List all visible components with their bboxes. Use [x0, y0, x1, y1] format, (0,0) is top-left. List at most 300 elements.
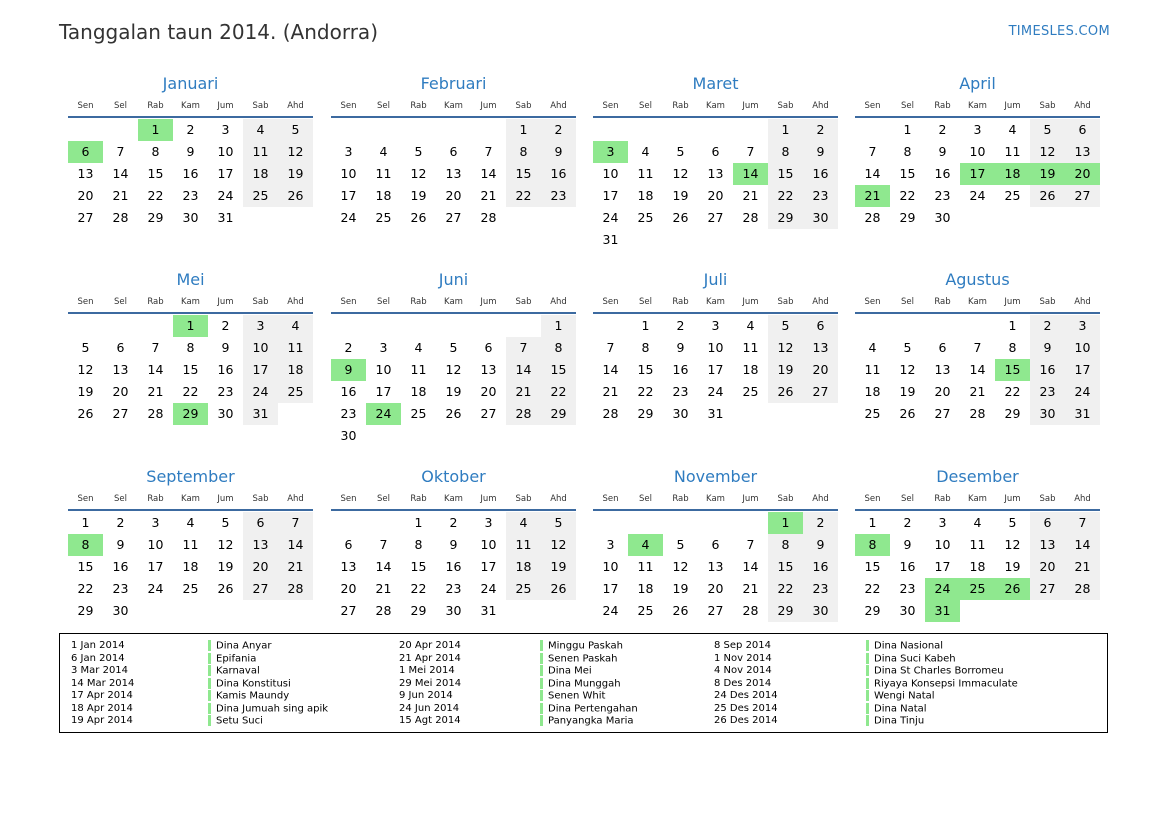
- day-cell: 12: [541, 534, 576, 556]
- day-cell: 20: [340, 581, 357, 596]
- day-cell: 12: [77, 362, 94, 377]
- day-cell: 31: [707, 406, 724, 421]
- day-cell: 30: [803, 600, 838, 622]
- legend-date: 4 Nov 2014: [714, 665, 772, 676]
- month-desember: [855, 465, 1100, 622]
- day-cell: 16: [445, 559, 462, 574]
- day-cell: 25: [182, 581, 199, 596]
- day-cell: 12: [768, 337, 803, 359]
- day-cell: 24: [340, 210, 357, 225]
- legend-holiday-name: Senen Whit: [548, 690, 606, 702]
- empty-cell: [733, 119, 768, 141]
- day-cell: 22: [541, 381, 576, 403]
- day-cell: 27: [1065, 185, 1100, 207]
- day-cell: 12: [445, 362, 462, 377]
- day-cell: 6: [449, 144, 458, 159]
- day-cell: 1: [81, 515, 90, 530]
- day-cell: 23: [803, 185, 838, 207]
- weekday-header: [855, 96, 1100, 116]
- day-cell: 17: [243, 359, 278, 381]
- day-cell: 4: [186, 515, 195, 530]
- day-cell: 5: [676, 537, 685, 552]
- empty-cell: [506, 315, 541, 337]
- weekday-label: Kam: [706, 101, 725, 111]
- legend-holiday-name: Dina Konstitusi: [216, 678, 291, 689]
- day-cell: 19: [768, 359, 803, 381]
- day-cell: 24: [1065, 381, 1100, 403]
- day-cell: 15: [541, 359, 576, 381]
- day-cell: 9: [221, 340, 230, 355]
- empty-cell: [698, 119, 733, 141]
- empty-cell: [663, 512, 698, 534]
- day-cell: 5: [676, 144, 685, 159]
- weekday-label: Sel: [114, 494, 127, 504]
- holiday-marker-icon: [540, 703, 543, 714]
- day-cell: 5: [221, 515, 230, 530]
- weekday-header: [593, 489, 838, 509]
- day-cell: 23: [112, 581, 129, 596]
- legend-holiday-name: Dina Suci Kabeh: [874, 653, 956, 664]
- day-cell: 5: [768, 315, 803, 337]
- day-cell: 12: [217, 537, 234, 552]
- day-cell: 12: [278, 141, 313, 163]
- day-cell: 13: [112, 362, 129, 377]
- day-cell: 7: [506, 337, 541, 359]
- day-cell: 23: [934, 188, 951, 203]
- weekday-label: Sab: [252, 297, 269, 307]
- weekday-label: Ahd: [550, 297, 567, 307]
- holiday-marker-icon: [866, 665, 869, 676]
- day-cell: 29: [147, 210, 164, 225]
- day-cell: 6: [344, 537, 353, 552]
- legend-holiday: [866, 653, 1018, 666]
- weekday-label: Kam: [181, 297, 200, 307]
- day-cell: 2: [116, 515, 125, 530]
- day-cell: 7: [868, 144, 877, 159]
- holiday-day-cell: 21: [855, 185, 890, 207]
- day-cell: 7: [278, 512, 313, 534]
- weekday-label: Sel: [377, 494, 390, 504]
- header-rule: [331, 509, 576, 511]
- holiday-day-cell: 18: [995, 163, 1030, 185]
- day-cell: 1: [506, 119, 541, 141]
- legend-date: 24 Des 2014: [714, 690, 778, 701]
- weekday-label: Ahd: [287, 101, 304, 111]
- day-cell: 6: [938, 340, 947, 355]
- day-cell: 4: [243, 119, 278, 141]
- day-cell: 29: [864, 603, 881, 618]
- days-grid: [855, 119, 1100, 229]
- day-cell: 21: [742, 581, 759, 596]
- empty-cell: [593, 315, 628, 337]
- day-cell: 16: [217, 362, 234, 377]
- day-cell: 28: [602, 406, 619, 421]
- day-cell: 17: [1065, 359, 1100, 381]
- day-cell: 28: [864, 210, 881, 225]
- day-cell: 28: [742, 210, 759, 225]
- day-cell: 2: [541, 119, 576, 141]
- day-cell: 30: [934, 210, 951, 225]
- day-cell: 13: [707, 166, 724, 181]
- day-cell: 6: [116, 340, 125, 355]
- day-cell: 20: [445, 188, 462, 203]
- day-cell: 1: [641, 318, 650, 333]
- day-cell: 7: [151, 340, 160, 355]
- weekday-label: Kam: [706, 297, 725, 307]
- day-cell: 24: [602, 603, 619, 618]
- days-grid: [68, 119, 313, 229]
- weekday-header: [331, 489, 576, 509]
- day-cell: 6: [243, 512, 278, 534]
- weekday-label: Jum: [1004, 101, 1021, 111]
- day-cell: 2: [903, 515, 912, 530]
- empty-cell: [593, 119, 628, 141]
- day-cell: 3: [711, 318, 720, 333]
- day-cell: 9: [903, 537, 912, 552]
- header-rule: [593, 312, 838, 314]
- empty-cell: [331, 512, 366, 534]
- day-cell: 17: [147, 559, 164, 574]
- day-cell: 28: [278, 578, 313, 600]
- weekday-label: Jum: [217, 494, 234, 504]
- day-cell: 17: [480, 559, 497, 574]
- day-cell: 22: [182, 384, 199, 399]
- day-cell: 31: [602, 232, 619, 247]
- day-cell: 30: [672, 406, 689, 421]
- day-cell: 4: [506, 512, 541, 534]
- weekday-label: Ahd: [287, 494, 304, 504]
- day-cell: 11: [1004, 144, 1021, 159]
- holiday-day-cell: 31: [925, 600, 960, 622]
- weekday-label: Sel: [639, 101, 652, 111]
- empty-cell: [663, 119, 698, 141]
- day-cell: 2: [676, 318, 685, 333]
- empty-cell: [471, 119, 506, 141]
- weekday-label: Sel: [377, 101, 390, 111]
- legend-holiday-name: Senen Paskah: [548, 653, 618, 664]
- day-cell: 3: [1065, 315, 1100, 337]
- month-name: Juli: [703, 270, 728, 289]
- day-cell: 9: [116, 537, 125, 552]
- day-cell: 18: [410, 384, 427, 399]
- legend-holiday-name: Dina St Charles Borromeu: [874, 665, 1004, 677]
- day-cell: 3: [484, 515, 493, 530]
- holiday-marker-icon: [540, 665, 543, 676]
- day-cell: 7: [484, 144, 493, 159]
- day-cell: 30: [112, 603, 129, 618]
- holiday-marker-icon: [540, 653, 543, 664]
- legend-holiday: [866, 703, 1018, 716]
- weekday-label: Kam: [968, 494, 987, 504]
- day-cell: 28: [112, 210, 129, 225]
- holiday-marker-icon: [540, 715, 543, 726]
- legend-date: 24 Jun 2014: [399, 702, 460, 714]
- site-logo-link[interactable]: TIMESLES.COM: [1008, 24, 1110, 39]
- weekday-label: Kam: [968, 101, 987, 111]
- day-cell: 29: [768, 600, 803, 622]
- day-cell: 12: [1004, 537, 1021, 552]
- day-cell: 13: [934, 362, 951, 377]
- day-cell: 4: [1008, 122, 1017, 137]
- day-cell: 25: [278, 381, 313, 403]
- day-cell: 18: [864, 384, 881, 399]
- weekday-label: Jum: [742, 494, 759, 504]
- day-cell: 21: [278, 556, 313, 578]
- day-cell: 19: [278, 163, 313, 185]
- day-cell: 15: [147, 166, 164, 181]
- day-cell: 18: [742, 362, 759, 377]
- day-cell: 24: [602, 210, 619, 225]
- weekday-label: Sen: [340, 297, 357, 307]
- month-juni: [331, 268, 576, 447]
- day-cell: 20: [112, 384, 129, 399]
- day-cell: 19: [217, 559, 234, 574]
- holiday-marker-icon: [208, 703, 211, 714]
- month-name: Agustus: [945, 270, 1010, 289]
- weekday-label: Kam: [444, 494, 463, 504]
- day-cell: 5: [81, 340, 90, 355]
- day-cell: 5: [1008, 515, 1017, 530]
- weekday-label: Sel: [377, 297, 390, 307]
- day-cell: 4: [973, 515, 982, 530]
- day-cell: 3: [973, 122, 982, 137]
- month-april: [855, 72, 1100, 229]
- weekday-label: Sab: [777, 494, 794, 504]
- day-cell: 11: [742, 340, 759, 355]
- legend-names-column: [208, 640, 328, 728]
- day-cell: 12: [899, 362, 916, 377]
- header-rule: [593, 116, 838, 118]
- day-cell: 27: [243, 578, 278, 600]
- empty-cell: [68, 315, 103, 337]
- legend-names-column: [866, 640, 1018, 728]
- day-cell: 8: [506, 141, 541, 163]
- holiday-marker-icon: [540, 640, 543, 651]
- weekday-label: Rab: [410, 494, 427, 504]
- day-cell: 27: [1030, 578, 1065, 600]
- day-cell: 9: [938, 144, 947, 159]
- day-cell: 15: [410, 559, 427, 574]
- day-cell: 13: [445, 166, 462, 181]
- empty-cell: [628, 119, 663, 141]
- legend-holiday-name: Dina Munggah: [548, 678, 621, 689]
- weekday-label: Ahd: [287, 297, 304, 307]
- holiday-day-cell: 19: [1030, 163, 1065, 185]
- day-cell: 10: [243, 337, 278, 359]
- legend-holiday-name: Dina Mei: [548, 665, 592, 677]
- weekday-label: Ahd: [550, 101, 567, 111]
- day-cell: 14: [506, 359, 541, 381]
- day-cell: 1: [1008, 318, 1017, 333]
- day-cell: 13: [1030, 534, 1065, 556]
- day-cell: 12: [672, 559, 689, 574]
- holiday-marker-icon: [208, 640, 211, 651]
- weekday-label: Rab: [147, 297, 164, 307]
- day-cell: 20: [243, 556, 278, 578]
- day-cell: 13: [707, 559, 724, 574]
- weekday-label: Sel: [639, 297, 652, 307]
- day-cell: 18: [375, 188, 392, 203]
- day-cell: 19: [672, 581, 689, 596]
- day-cell: 15: [864, 559, 881, 574]
- weekday-label: Ahd: [550, 494, 567, 504]
- empty-cell: [628, 512, 663, 534]
- day-cell: 1: [541, 315, 576, 337]
- day-cell: 7: [606, 340, 615, 355]
- day-cell: 5: [541, 512, 576, 534]
- day-cell: 18: [637, 188, 654, 203]
- day-cell: 10: [480, 537, 497, 552]
- day-cell: 6: [1065, 119, 1100, 141]
- legend-holiday: [208, 640, 328, 653]
- empty-cell: [366, 315, 401, 337]
- holiday-day-cell: 24: [925, 578, 960, 600]
- day-cell: 22: [147, 188, 164, 203]
- day-cell: 28: [480, 210, 497, 225]
- legend-date: 26 Des 2014: [714, 715, 778, 726]
- weekday-label: Sab: [515, 494, 532, 504]
- weekday-label: Jum: [480, 494, 497, 504]
- legend-holiday-name: Dina Nasional: [874, 640, 944, 652]
- day-cell: 7: [746, 144, 755, 159]
- month-agustus: [855, 268, 1100, 425]
- weekday-label: Sab: [515, 297, 532, 307]
- day-cell: 3: [606, 537, 615, 552]
- legend-holiday: [866, 665, 1018, 678]
- day-cell: 18: [969, 559, 986, 574]
- holiday-day-cell: 14: [733, 163, 768, 185]
- day-cell: 23: [1030, 381, 1065, 403]
- day-cell: 19: [1004, 559, 1021, 574]
- day-cell: 10: [340, 166, 357, 181]
- day-cell: 3: [379, 340, 388, 355]
- day-cell: 2: [186, 122, 195, 137]
- holiday-marker-icon: [866, 690, 869, 701]
- empty-cell: [960, 315, 995, 337]
- month-name: Desember: [936, 467, 1019, 486]
- day-cell: 2: [938, 122, 947, 137]
- empty-cell: [698, 512, 733, 534]
- day-cell: 24: [480, 581, 497, 596]
- day-cell: 19: [672, 188, 689, 203]
- day-cell: 15: [182, 362, 199, 377]
- day-cell: 26: [899, 406, 916, 421]
- weekday-label: Rab: [672, 297, 689, 307]
- empty-cell: [855, 315, 890, 337]
- day-cell: 14: [112, 166, 129, 181]
- holiday-day-cell: 6: [68, 141, 103, 163]
- day-cell: 25: [410, 406, 427, 421]
- days-grid: [593, 512, 838, 622]
- month-name: November: [673, 467, 758, 486]
- day-cell: 14: [147, 362, 164, 377]
- day-cell: 24: [969, 188, 986, 203]
- legend-holiday-name: Panyangka Maria: [548, 715, 634, 727]
- day-cell: 16: [803, 163, 838, 185]
- day-cell: 17: [602, 581, 619, 596]
- day-cell: 18: [182, 559, 199, 574]
- empty-cell: [401, 315, 436, 337]
- day-cell: 23: [541, 185, 576, 207]
- day-cell: 14: [742, 559, 759, 574]
- month-name: April: [959, 74, 996, 93]
- weekday-label: Sel: [639, 494, 652, 504]
- day-cell: 7: [379, 537, 388, 552]
- day-cell: 20: [934, 384, 951, 399]
- day-cell: 16: [899, 559, 916, 574]
- month-juli: [593, 268, 838, 425]
- holiday-day-cell: 1: [138, 119, 173, 141]
- day-cell: 26: [410, 210, 427, 225]
- day-cell: 20: [707, 581, 724, 596]
- empty-cell: [401, 119, 436, 141]
- weekday-label: Kam: [968, 297, 987, 307]
- weekday-label: Rab: [672, 101, 689, 111]
- day-cell: 2: [344, 340, 353, 355]
- weekday-header: [68, 489, 313, 509]
- day-cell: 26: [768, 381, 803, 403]
- day-cell: 17: [375, 384, 392, 399]
- day-cell: 25: [506, 578, 541, 600]
- day-cell: 22: [899, 188, 916, 203]
- day-cell: 11: [506, 534, 541, 556]
- day-cell: 13: [480, 362, 497, 377]
- day-cell: 14: [375, 559, 392, 574]
- days-grid: [593, 119, 838, 251]
- legend-holiday-name: Setu Suci: [216, 715, 263, 727]
- weekday-label: Kam: [181, 494, 200, 504]
- day-cell: 30: [340, 428, 357, 443]
- holiday-marker-icon: [208, 715, 211, 726]
- month-name: September: [146, 467, 235, 486]
- day-cell: 13: [340, 559, 357, 574]
- legend-holiday-name: Epifania: [216, 653, 257, 664]
- weekday-header: [68, 96, 313, 116]
- day-cell: 5: [1030, 119, 1065, 141]
- day-cell: 8: [1008, 340, 1017, 355]
- day-cell: 26: [1030, 185, 1065, 207]
- empty-cell: [593, 512, 628, 534]
- weekday-label: Rab: [934, 494, 951, 504]
- day-cell: 11: [182, 537, 199, 552]
- day-cell: 9: [449, 537, 458, 552]
- month-name: Januari: [162, 74, 219, 93]
- legend-date: 14 Mar 2014: [71, 677, 135, 689]
- day-cell: 22: [768, 185, 803, 207]
- weekday-label: Jum: [1004, 297, 1021, 307]
- weekday-label: Sab: [1039, 494, 1056, 504]
- day-cell: 26: [672, 210, 689, 225]
- header-rule: [855, 312, 1100, 314]
- day-cell: 23: [672, 384, 689, 399]
- weekday-header: [855, 489, 1100, 509]
- holiday-marker-icon: [866, 715, 869, 726]
- day-cell: 16: [672, 362, 689, 377]
- day-cell: 6: [711, 144, 720, 159]
- legend-holiday: [208, 703, 328, 716]
- weekday-label: Kam: [181, 101, 200, 111]
- day-cell: 27: [707, 210, 724, 225]
- legend-holiday: [540, 640, 638, 653]
- weekday-label: Sen: [864, 101, 881, 111]
- empty-cell: [366, 119, 401, 141]
- weekday-label: Sel: [901, 297, 914, 307]
- day-cell: 15: [768, 556, 803, 578]
- month-oktober: [331, 465, 576, 622]
- weekday-label: Ahd: [812, 297, 829, 307]
- legend-holiday: [208, 678, 328, 691]
- day-cell: 24: [707, 384, 724, 399]
